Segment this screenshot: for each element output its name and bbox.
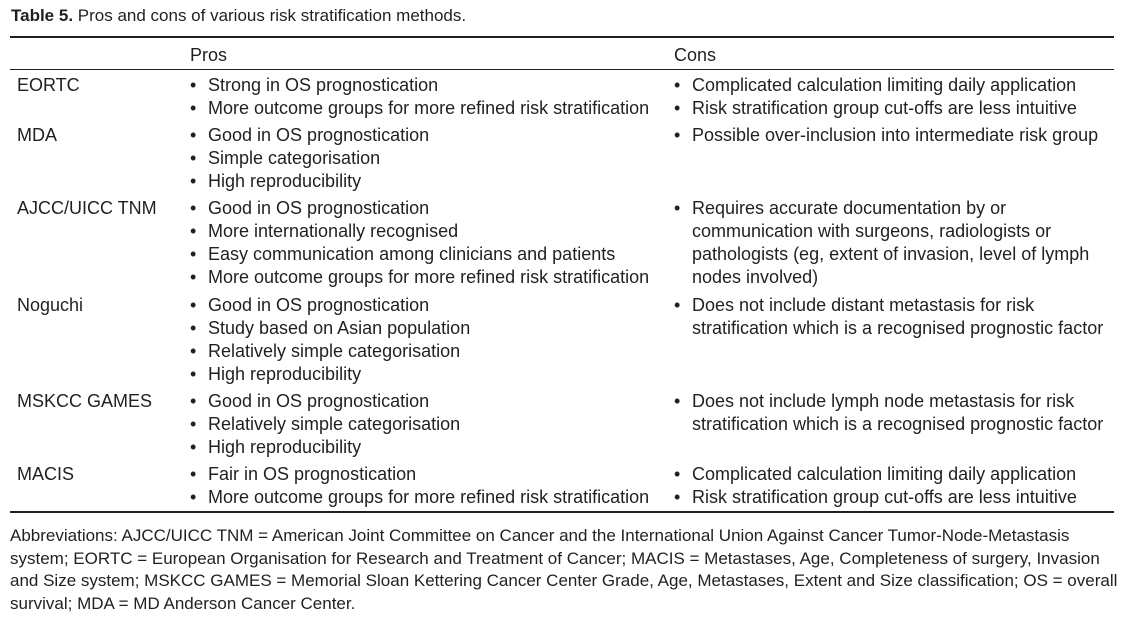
pros-list (190, 74, 660, 120)
pros-list (190, 197, 660, 289)
cons-list (674, 294, 1114, 340)
bullet-icon: • (190, 98, 197, 118)
pros-item (190, 363, 660, 386)
cons-list (674, 463, 1114, 509)
column-header-pros: Pros (190, 45, 228, 65)
pros-list (190, 294, 660, 386)
table-caption-text: Pros and cons of various risk stratification methods. (73, 6, 467, 25)
bullet-icon: • (190, 464, 197, 484)
bullet-icon: • (190, 391, 197, 411)
bullet-icon: • (190, 244, 197, 264)
bullet-icon: • (190, 364, 197, 384)
table-header-rule (10, 69, 1114, 70)
pros-item-text: Strong in OS prognostication (208, 75, 439, 95)
cons-item (674, 197, 1114, 289)
table-bottom-rule (10, 511, 1114, 513)
pros-item-text: Easy communication among clinicians and patients (208, 244, 616, 264)
pros-item (190, 317, 660, 340)
bullet-icon: • (190, 171, 197, 191)
bullet-icon: • (190, 125, 197, 145)
pros-item (190, 266, 660, 289)
bullet-icon: • (674, 98, 681, 118)
method-name: AJCC/UICC TNM (17, 198, 157, 218)
pros-item (190, 197, 660, 220)
pros-item (190, 124, 660, 147)
cons-item (674, 463, 1114, 486)
method-name: MSKCC GAMES (17, 391, 153, 411)
table-caption (11, 5, 466, 27)
cons-item-line: stratification which is a recognised prognostic factor (692, 318, 1104, 338)
cons-item-text: Risk stratification group cut-offs are less intuitive (692, 487, 1077, 507)
pros-item (190, 170, 660, 193)
pros-item-text: More outcome groups for more refined risk stratification (208, 487, 650, 507)
cons-item-line: Requires accurate documentation by or (692, 198, 1007, 218)
pros-item-text: Good in OS prognostication (208, 125, 430, 145)
pros-list (190, 390, 660, 459)
cons-item (674, 486, 1114, 509)
bullet-icon: • (674, 125, 681, 145)
pros-item-text: Relatively simple categorisation (208, 341, 461, 361)
method-name: MDA (17, 125, 57, 145)
method-name: Noguchi (17, 295, 84, 315)
pros-list (190, 124, 660, 193)
pros-item-text: Relatively simple categorisation (208, 414, 461, 434)
cons-item-line: pathologists (eg, extent of invasion, level of lymph (692, 244, 1090, 264)
pros-item (190, 340, 660, 363)
pros-item (190, 413, 660, 436)
cons-item-text: Possible over-inclusion into intermediate risk group (692, 125, 1099, 145)
bullet-icon: • (674, 198, 681, 218)
cons-item (674, 124, 1114, 147)
pros-item (190, 243, 660, 266)
bullet-icon: • (190, 487, 197, 507)
cons-item-text: Risk stratification group cut-offs are less intuitive (692, 98, 1077, 118)
pros-item (190, 97, 660, 120)
bullet-icon: • (674, 487, 681, 507)
pros-item-text: Simple categorisation (208, 148, 381, 168)
bullet-icon: • (674, 391, 681, 411)
cons-list (674, 74, 1114, 120)
table-caption-label: Table 5. (11, 6, 74, 25)
bullet-icon: • (674, 75, 681, 95)
pros-item (190, 74, 660, 97)
pros-item (190, 220, 660, 243)
cons-item-line: communication with surgeons, radiologists or (692, 221, 1052, 241)
pros-item-text: Good in OS prognostication (208, 391, 430, 411)
cons-item-text: Complicated calculation limiting daily application (692, 75, 1077, 95)
bullet-icon: • (190, 341, 197, 361)
bullet-icon: • (190, 414, 197, 434)
pros-item (190, 294, 660, 317)
pros-item (190, 486, 660, 509)
bullet-icon: • (190, 437, 197, 457)
cons-list (674, 390, 1114, 436)
column-header-cons: Cons (674, 45, 717, 65)
pros-item-text: Good in OS prognostication (208, 198, 430, 218)
bullet-icon: • (190, 198, 197, 218)
pros-list (190, 463, 660, 509)
cons-item-line: nodes involved) (692, 267, 819, 287)
table-top-rule (10, 36, 1114, 38)
bullet-icon: • (674, 295, 681, 315)
bullet-icon: • (190, 221, 197, 241)
pros-item (190, 147, 660, 170)
pros-item-text: Study based on Asian population (208, 318, 471, 338)
cons-item (674, 97, 1114, 120)
method-name: EORTC (17, 75, 80, 95)
pros-item-text: High reproducibility (208, 437, 362, 457)
pros-item (190, 390, 660, 413)
bullet-icon: • (190, 295, 197, 315)
pros-item-text: High reproducibility (208, 171, 362, 191)
cons-list (674, 197, 1114, 289)
pros-item-text: High reproducibility (208, 364, 362, 384)
pros-item-text: Fair in OS prognostication (208, 464, 417, 484)
pros-item-text: More outcome groups for more refined risk stratification (208, 267, 650, 287)
cons-item-text: Complicated calculation limiting daily application (692, 464, 1077, 484)
pros-item-text: More outcome groups for more refined risk stratification (208, 98, 650, 118)
pros-item (190, 463, 660, 486)
bullet-icon: • (674, 464, 681, 484)
bullet-icon: • (190, 75, 197, 95)
cons-item (674, 74, 1114, 97)
pros-item-text: Good in OS prognostication (208, 295, 430, 315)
bullet-icon: • (190, 267, 197, 287)
cons-list (674, 124, 1114, 147)
table-footnote: Abbreviations: AJCC/UICC TNM = American Joint Committee on Cancer and the International Union Against Cancer Tumor-Node-Metastasis system; EORTC = European Organisation for Research and Treatment of Cancer; MACIS = Metastases, Age, Completeness of surgery, Invasion and Size system; MSKCC GAMES = Memorial Sloan Kettering Cancer Center Grade, Age, Metastases, Extent and Size classification; OS = overall survival; MDA = MD Anderson Cancer Center. (10, 526, 1118, 613)
cons-item (674, 294, 1114, 340)
method-name: MACIS (17, 464, 75, 484)
cons-item-line: Does not include lymph node metastasis for risk (692, 391, 1075, 411)
cons-item (674, 390, 1114, 436)
pros-item (190, 436, 660, 459)
bullet-icon: • (190, 318, 197, 338)
pros-item-text: More internationally recognised (208, 221, 459, 241)
cons-item-line: Does not include distant metastasis for risk (692, 295, 1035, 315)
bullet-icon: • (190, 148, 197, 168)
cons-item-line: stratification which is a recognised prognostic factor (692, 414, 1104, 434)
